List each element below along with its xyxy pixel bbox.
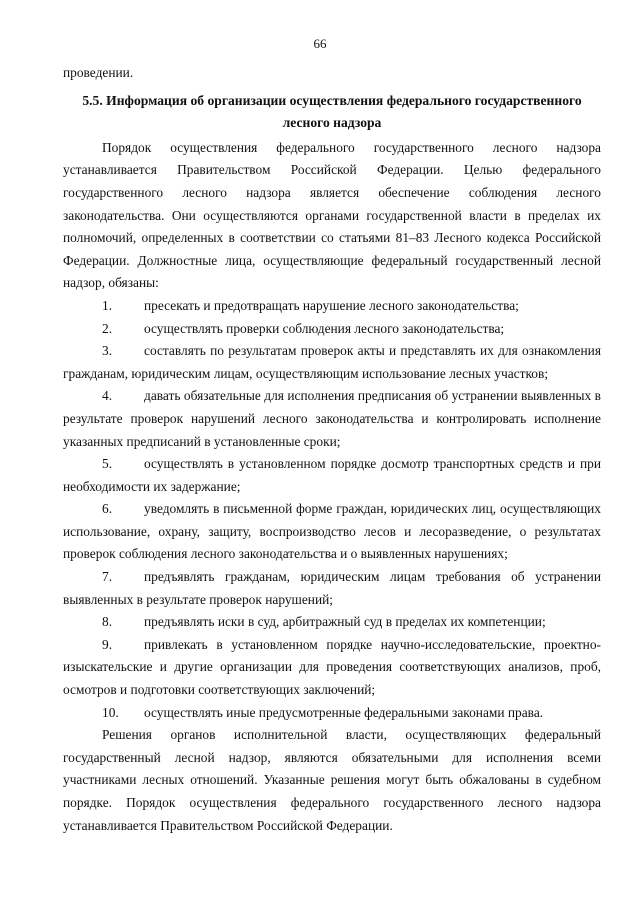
- list-item-number: 7.: [102, 569, 113, 585]
- list-item-text: привлекать в установленном порядке научно-исследовательские, проектно-изыскательские и другие организации для проведения соответствующих анализов, проб, осмотров и подготовки соответствующих заключений;: [63, 636, 601, 698]
- page-number: 66: [313, 36, 327, 51]
- list-item: [63, 611, 601, 634]
- list-item: [63, 453, 601, 498]
- final-paragraph: Решения органов исполнительной власти, осуществляющих федеральный государственный лесной надзор, являются обязательными для исполнения всеми участниками лесных отношений. Указанные решения могут быть обжалованы в судебном порядке. Порядок осуществления федерального государственного лесного надзора устанавливается Правительством Российской Федерации.: [63, 727, 601, 833]
- section-heading: 5.5. Информация об организации осуществления федерального государственного лесного надзора: [82, 92, 582, 131]
- list-item-text: осуществлять иные предусмотренные федеральными законами права.: [144, 704, 544, 720]
- list-item-text: составлять по результатам проверок акты и представлять их для ознакомления гражданам, юридическим лицам, осуществляющим использование лесных участков;: [63, 343, 601, 381]
- list-item-number: 6.: [102, 501, 113, 517]
- list-item: [63, 634, 601, 702]
- list-item: [63, 498, 601, 566]
- list-item-text: предъявлять иски в суд, арбитражный суд в пределах их компетенции;: [144, 614, 546, 630]
- list-item-number: 3.: [102, 343, 113, 359]
- list-item-text: осуществлять в установленном порядке досмотр транспортных средств и при необходимости их задержание;: [63, 456, 601, 494]
- list-item-text: уведомлять в письменной форме граждан, юридических лиц, осуществляющих использование, охрану, защиту, воспроизводство лесов и лесоразведение, о результатах проверок соблюдения лесного законодательства и о выявленных нарушениях;: [63, 501, 601, 562]
- list-item-text: давать обязательные для исполнения предписания об устранении выявленных в результате проверок нарушений лесного законодательства и контролировать исполнение указанных предписаний в установленные сроки;: [63, 388, 601, 449]
- list-item: [63, 340, 601, 385]
- duties-list: [63, 295, 601, 724]
- list-item: [63, 566, 601, 611]
- list-item: [63, 702, 601, 725]
- list-item: [63, 295, 601, 318]
- list-item-number: 10.: [102, 704, 119, 720]
- intro-paragraph: Порядок осуществления федерального государственного лесного надзора устанавливается Правительством Российской Федерации. Целью федерального государственного лесного надзора является обеспечение соблюдения лесного законодательства. Они осуществляются органами государственной власти в пределах их полномочий, определенных в соответствии со статьями 81–83 Лесного кодекса Российской Федерации. Должностные лица, осуществляющие федеральный государственный лесной надзор, обязаны:: [63, 139, 601, 291]
- list-item-text: осуществлять проверки соблюдения лесного законодательства;: [144, 320, 505, 336]
- document-body: [63, 62, 601, 837]
- list-item-text: предъявлять гражданам, юридическим лицам требования об устранении выявленных в результате проверок нарушений;: [63, 569, 601, 607]
- list-item-number: 9.: [102, 636, 113, 652]
- list-item-number: 2.: [102, 320, 113, 336]
- list-item-number: 8.: [102, 614, 113, 630]
- list-item: [63, 385, 601, 453]
- list-item: [63, 318, 601, 341]
- list-item-number: 4.: [102, 388, 113, 404]
- list-item-number: 1.: [102, 297, 113, 313]
- list-item-number: 5.: [102, 456, 113, 472]
- continued-text: проведении.: [63, 65, 134, 80]
- list-item-text: пресекать и предотвращать нарушение лесного законодательства;: [144, 297, 519, 313]
